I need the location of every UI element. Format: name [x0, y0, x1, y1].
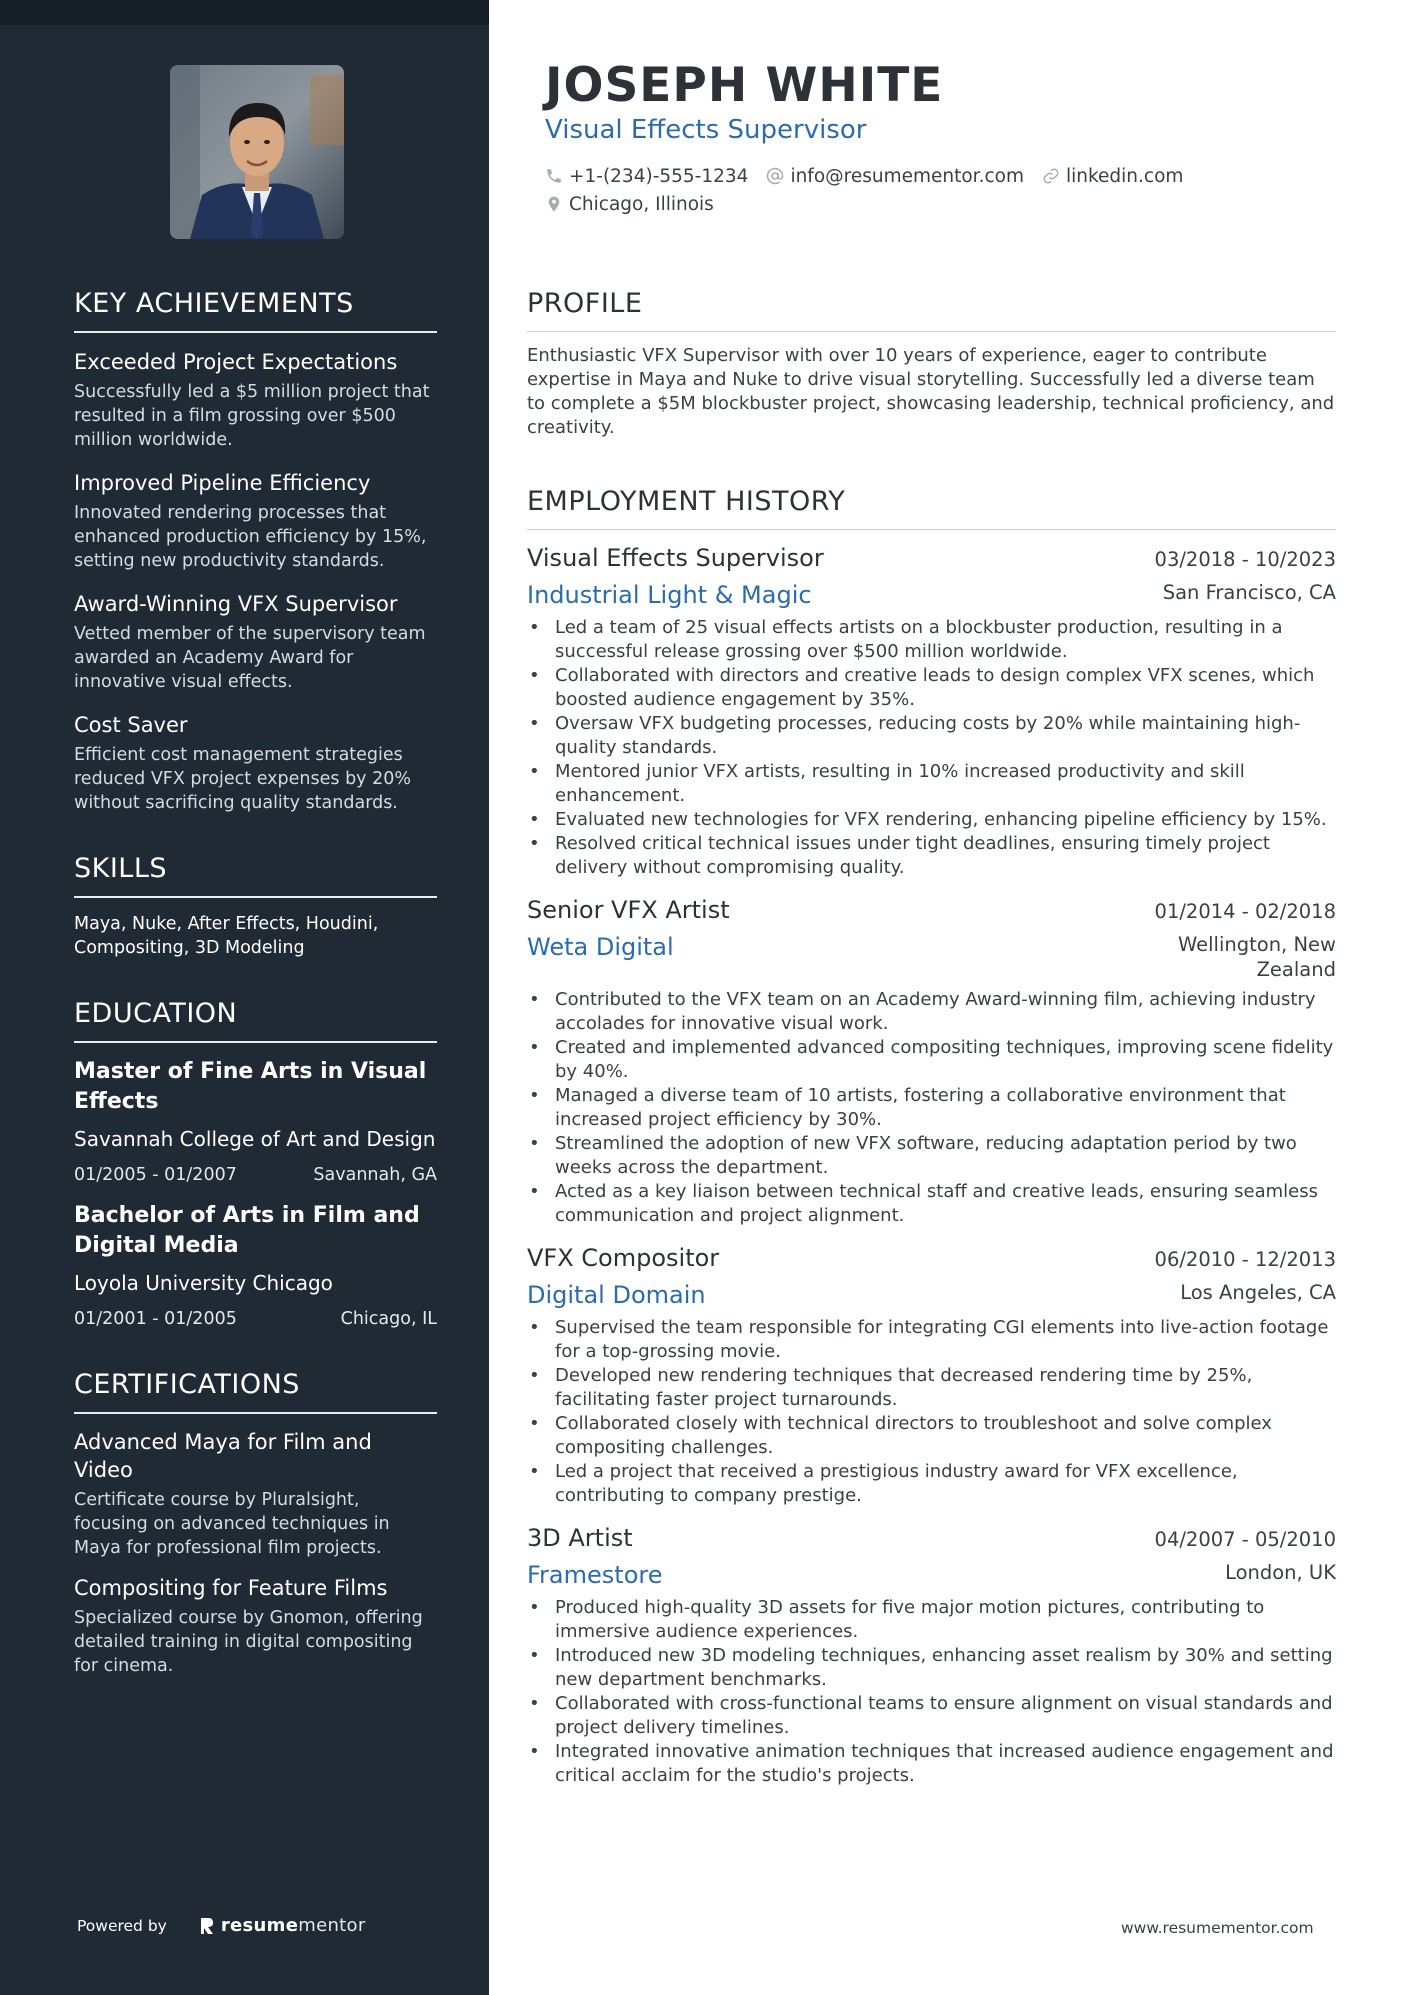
job-role: Senior VFX Artist	[527, 896, 730, 924]
key-achievements-section	[74, 288, 437, 815]
job-location: San Francisco, CA	[1162, 581, 1336, 604]
employment-heading: EMPLOYMENT HISTORY	[527, 486, 1336, 530]
brand-name-light: mentor	[298, 1915, 366, 1936]
job-location: Los Angeles, CA	[1180, 1281, 1336, 1304]
candidate-name: JOSEPH WHITE	[545, 58, 944, 113]
achievement-desc: Efficient cost management strategies reduced VFX project expenses by 20% without sacrificing quality standards.	[74, 745, 411, 813]
education-heading: EDUCATION	[74, 998, 437, 1043]
at-icon	[766, 167, 784, 185]
contact-info	[545, 162, 1325, 218]
job-bullet: • Led a project that received a prestigious industry award for VFX excellence, contributing to company prestige.	[527, 1460, 1336, 1508]
location-text: Chicago, Illinois	[569, 193, 714, 215]
job-bullets	[527, 988, 1336, 1228]
job-role: 3D Artist	[527, 1524, 633, 1552]
powered-by	[77, 1915, 366, 1936]
candidate-title: Visual Effects Supervisor	[545, 115, 867, 145]
education-item	[74, 1057, 437, 1187]
location-pin-icon	[545, 195, 563, 213]
education-degree: Bachelor of Arts in Film and Digital Media	[74, 1203, 420, 1258]
resumementor-logo-icon	[199, 1916, 215, 1936]
achievement-title: Exceeded Project Expectations	[74, 350, 398, 374]
link-icon	[1042, 167, 1060, 185]
contact-phone[interactable]	[545, 166, 748, 187]
job-dates: 06/2010 - 12/2013	[1154, 1248, 1336, 1271]
job-company: Weta Digital	[527, 933, 674, 961]
job-bullet: • Created and implemented advanced compositing techniques, improving scene fidelity by 40%.	[527, 1036, 1336, 1084]
job-bullet: • Contributed to the VFX team on an Academy Award-winning film, achieving industry accolades for innovative visual work.	[527, 988, 1336, 1036]
phone-number: +1-(234)-555-1234	[569, 165, 749, 187]
powered-by-label: Powered by	[77, 1916, 167, 1935]
education-location: Savannah, GA	[313, 1165, 437, 1185]
job-company: Industrial Light & Magic	[527, 581, 812, 609]
certification-desc: Certificate course by Pluralsight, focusing on advanced techniques in Maya for professional film projects.	[74, 1490, 390, 1558]
profile-section	[527, 288, 1336, 440]
achievement-title: Improved Pipeline Efficiency	[74, 471, 371, 495]
sidebar-top-bar	[0, 0, 489, 25]
certification-title: Compositing for Feature Films	[74, 1576, 388, 1600]
job-bullets	[527, 1316, 1336, 1508]
job-bullet: • Led a team of 25 visual effects artists on a blockbuster production, resulting in a successful release grossing over $500 million worldwide.	[527, 616, 1336, 664]
job-entry	[527, 894, 1336, 1228]
certification-title: Advanced Maya for Film and Video	[74, 1430, 372, 1482]
resumementor-logo[interactable]	[199, 1915, 366, 1936]
certifications-section	[74, 1369, 437, 1678]
job-bullet: • Collaborated with cross-functional teams to ensure alignment on visual standards and project delivery timelines.	[527, 1692, 1336, 1740]
linkedin-link: linkedin.com	[1065, 165, 1184, 187]
achievement-item	[74, 710, 437, 815]
job-role: Visual Effects Supervisor	[527, 544, 824, 572]
job-bullet: • Developed new rendering techniques that decreased rendering time by 25%, facilitating faster project turnarounds.	[527, 1364, 1336, 1412]
sidebar-content	[74, 288, 437, 1716]
skills-heading: SKILLS	[74, 853, 437, 898]
profile-heading: PROFILE	[527, 288, 1336, 332]
job-bullet: • Produced high-quality 3D assets for five major motion pictures, contributing to immersive audience experiences.	[527, 1596, 1336, 1644]
contact-location	[545, 194, 714, 215]
sidebar	[0, 0, 489, 1995]
job-bullet: • Streamlined the adoption of new VFX software, reducing adaptation period by two weeks across the department.	[527, 1132, 1336, 1180]
certifications-heading: CERTIFICATIONS	[74, 1369, 437, 1414]
job-entry	[527, 1522, 1336, 1788]
job-bullet: • Managed a diverse team of 10 artists, fostering a collaborative environment that increased project efficiency by 30%.	[527, 1084, 1336, 1132]
job-company: Digital Domain	[527, 1281, 706, 1309]
education-dates: 01/2001 - 01/2005	[74, 1309, 237, 1329]
achievement-desc: Innovated rendering processes that enhanced production efficiency by 15%, setting new productivity standards.	[74, 503, 427, 571]
job-bullet: • Integrated innovative animation techniques that increased audience engagement and critical acclaim for the studio's projects.	[527, 1740, 1336, 1788]
job-bullet: • Collaborated with directors and creative leads to design complex VFX scenes, which boosted audience engagement by 35%.	[527, 664, 1336, 712]
job-bullet: • Mentored junior VFX artists, resulting in 10% increased productivity and skill enhancement.	[527, 760, 1336, 808]
job-entry	[527, 542, 1336, 880]
job-dates: 03/2018 - 10/2023	[1154, 548, 1336, 571]
education-school: Savannah College of Art and Design	[74, 1127, 436, 1151]
certification-item	[74, 1574, 437, 1678]
achievement-desc: Vetted member of the supervisory team awarded an Academy Award for innovative visual effects.	[74, 624, 426, 692]
job-location: London, UK	[1225, 1561, 1336, 1584]
job-bullet: • Resolved critical technical issues under tight deadlines, ensuring timely project delivery without compromising quality.	[527, 832, 1336, 880]
main-content	[527, 288, 1336, 1802]
education-dates: 01/2005 - 01/2007	[74, 1165, 237, 1185]
job-bullet: • Evaluated new technologies for VFX rendering, enhancing pipeline efficiency by 15%.	[527, 808, 1336, 832]
email-address: info@resumementor.com	[790, 165, 1024, 187]
job-entry	[527, 1242, 1336, 1508]
achievement-title: Cost Saver	[74, 713, 188, 737]
job-location: Wellington, New Zealand	[1178, 933, 1336, 981]
education-item	[74, 1201, 437, 1331]
contact-linkedin[interactable]	[1042, 166, 1183, 187]
job-bullet: • Supervised the team responsible for integrating CGI elements into live-action footage for a top-grossing movie.	[527, 1316, 1336, 1364]
education-school: Loyola University Chicago	[74, 1271, 333, 1295]
skills-list: Maya, Nuke, After Effects, Houdini, Compositing, 3D Modeling	[74, 914, 379, 958]
brand-name-bold: resume	[220, 1915, 299, 1936]
achievement-desc: Successfully led a $5 million project that resulted in a film grossing over $500 million worldwide.	[74, 382, 430, 450]
phone-icon	[545, 167, 563, 185]
achievement-item	[74, 347, 437, 452]
job-role: VFX Compositor	[527, 1244, 720, 1272]
employment-section	[527, 486, 1336, 1788]
job-company: Framestore	[527, 1561, 663, 1589]
job-dates: 01/2014 - 02/2018	[1154, 900, 1336, 923]
achievement-title: Award-Winning VFX Supervisor	[74, 592, 398, 616]
job-bullet: • Acted as a key liaison between technical staff and creative leads, ensuring seamless communication and project alignment.	[527, 1180, 1336, 1228]
education-location: Chicago, IL	[340, 1309, 437, 1329]
job-bullets	[527, 616, 1336, 880]
certification-desc: Specialized course by Gnomon, offering detailed training in digital compositing for cinema.	[74, 1608, 423, 1676]
profile-photo	[170, 65, 344, 239]
job-dates: 04/2007 - 05/2010	[1154, 1528, 1336, 1551]
education-degree: Master of Fine Arts in Visual Effects	[74, 1059, 427, 1114]
education-section	[74, 998, 437, 1331]
skills-section	[74, 853, 437, 960]
contact-email[interactable]	[766, 166, 1024, 187]
job-bullets	[527, 1596, 1336, 1788]
certification-item	[74, 1428, 437, 1560]
key-achievements-heading: KEY ACHIEVEMENTS	[74, 288, 437, 333]
achievement-item	[74, 589, 437, 694]
website-link[interactable]: www.resumementor.com	[1121, 1919, 1314, 1937]
job-bullet: • Introduced new 3D modeling techniques, enhancing asset realism by 30% and setting new department benchmarks.	[527, 1644, 1336, 1692]
profile-summary: Enthusiastic VFX Supervisor with over 10 years of experience, eager to contribute expertise in Maya and Nuke to drive visual storytelling. Successfully led a diverse team to complete a $5M blockbuster project, showcasing leadership, technical proficiency, and creativity.	[527, 345, 1335, 438]
job-bullet: • Oversaw VFX budgeting processes, reducing costs by 20% while maintaining high-quality standards.	[527, 712, 1336, 760]
job-bullet: • Collaborated closely with technical directors to troubleshoot and solve complex compositing challenges.	[527, 1412, 1336, 1460]
achievement-item	[74, 468, 437, 573]
